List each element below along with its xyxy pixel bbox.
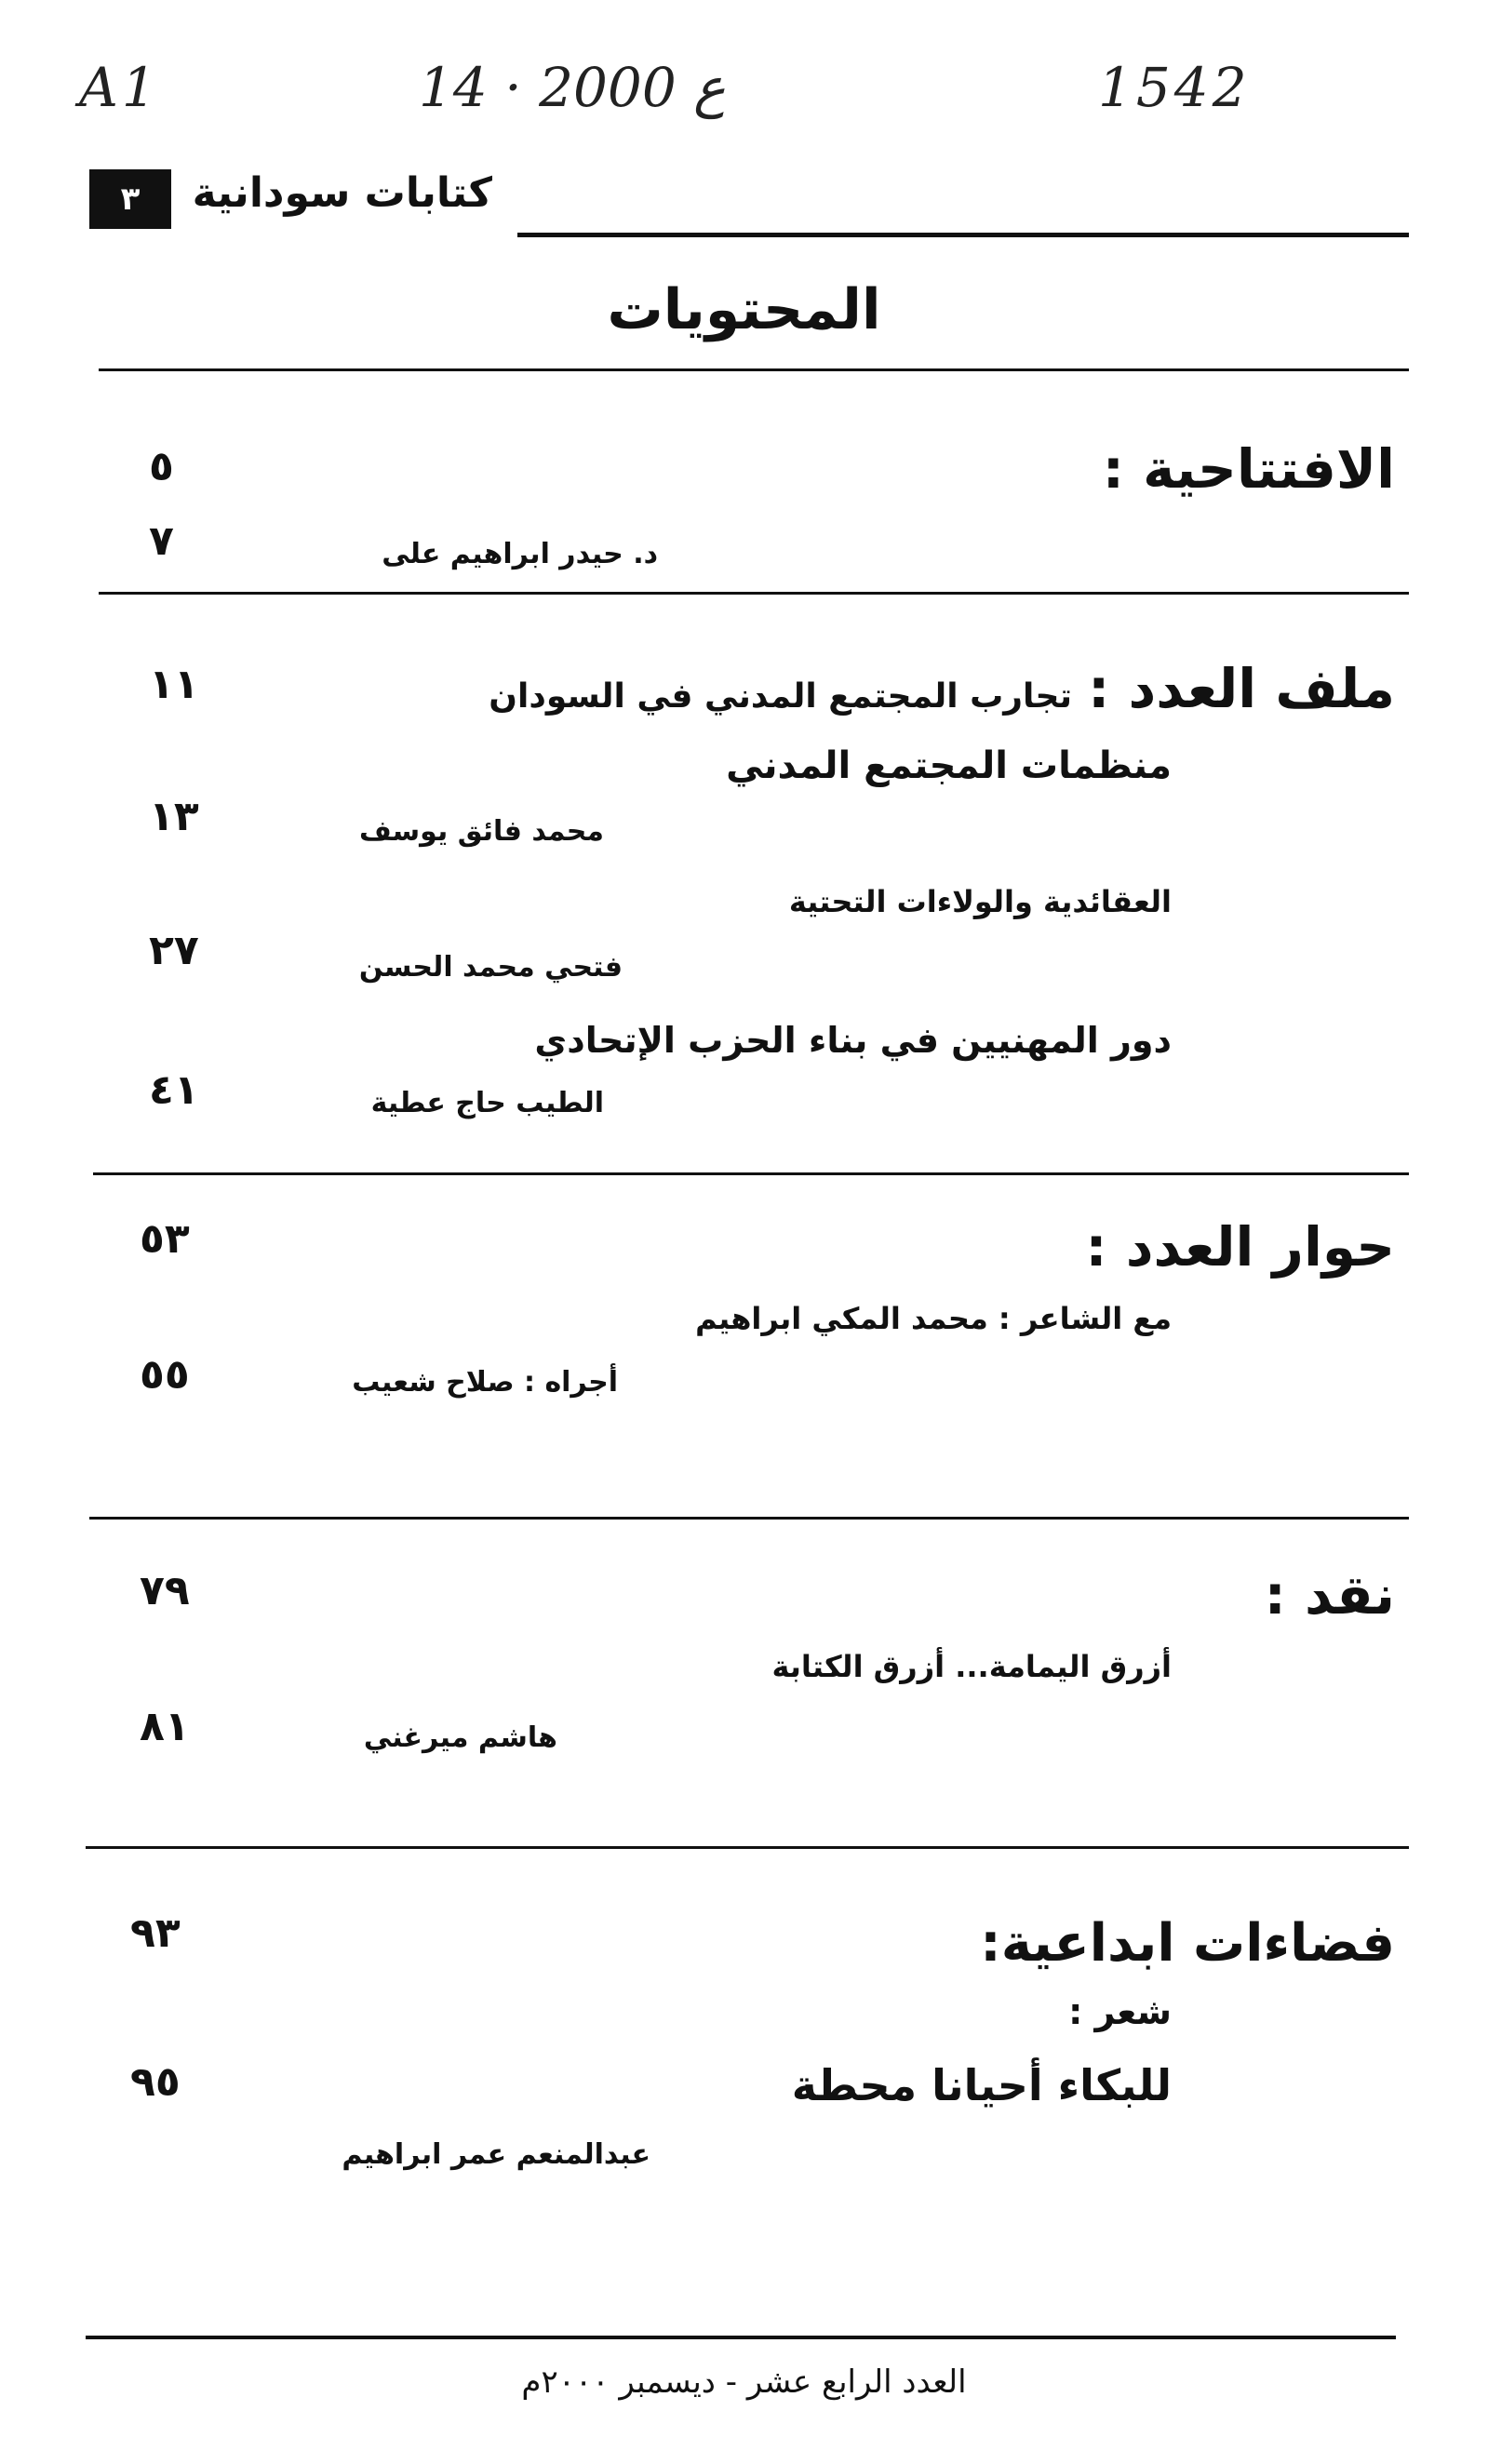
footer-rule [86,2336,1396,2339]
page-title: المحتويات [607,277,881,342]
article-page-number: ٢٧ [149,927,199,974]
section-title-criticism: نقد : [1264,1563,1395,1627]
author-interview: أجراه : صلاح شعيب [352,1366,618,1399]
dossier-main-title: ملف العدد : [1088,657,1395,720]
page-number-dossier: ١١ [149,661,199,708]
section-title-opening: الافتتاحية : [1102,437,1395,501]
article-title: دور المهنيين في بناء الحزب الإتحادي [534,1020,1172,1061]
article-title: العقائدية والولاءات التحتية [788,884,1172,919]
author-opening: د. حيدر ابراهيم على [382,538,658,570]
page-number-opening-author: ٧ [149,517,174,565]
page-number-criticism: ٧٩ [140,1567,190,1614]
section-title-dossier [489,657,1395,720]
criticism-subtitle: أزرق اليمامة... أزرق الكتابة [771,1649,1172,1684]
magazine-title: كتابات سودانية [192,169,492,217]
section-title-interview: حوار العدد : [1085,1215,1395,1279]
author-criticism: هاشم ميرغني [363,1721,557,1754]
article-page-number: ٤١ [149,1066,199,1114]
section-rule [86,1846,1409,1849]
title-rule [99,368,1409,371]
poetry-label: شعر : [1068,1991,1172,2032]
masthead-rule [517,233,1409,237]
section-title-creative: فضاءات ابداعية: [980,1913,1395,1974]
section-rule [93,1172,1409,1175]
handwritten-ref-left: A1 [79,56,160,119]
page-number-opening: ٥ [149,443,174,490]
article-page-number: ١٣ [149,793,199,840]
page-number-criticism-author: ٨١ [140,1703,190,1750]
section-rule [99,592,1409,595]
page-number-interview-author: ٥٥ [140,1351,190,1399]
interview-subtitle: مع الشاعر : محمد المكي ابراهيم [695,1301,1172,1336]
issue-number: ٣ [89,169,171,229]
page-number-creative: ٩٣ [130,1909,181,1957]
poem-title: للبكاء أحيانا محطة [791,2060,1172,2110]
footer-issue-info: العدد الرابع عشر - ديسمبر ٢٠٠٠م [521,2364,967,2401]
article-author: الطيب حاج عطية [370,1087,604,1119]
handwritten-ref-right: 1542 [1098,56,1251,119]
handwritten-date: 14 · ع 2000 [419,56,726,119]
dossier-subtitle: تجارب المجتمع المدني في السودان [489,677,1072,716]
author-creative: عبدالمنعم عمر ابراهيم [342,2138,650,2171]
issue-badge [89,169,171,229]
section-rule [89,1517,1409,1520]
article-author: فتحي محمد الحسن [358,951,623,984]
article-author: محمد فائق يوسف [358,815,604,848]
page-number-interview: ٥٣ [140,1215,190,1263]
article-title: منظمات المجتمع المدني [726,744,1172,787]
page-number-poem: ٩٥ [130,2058,181,2106]
